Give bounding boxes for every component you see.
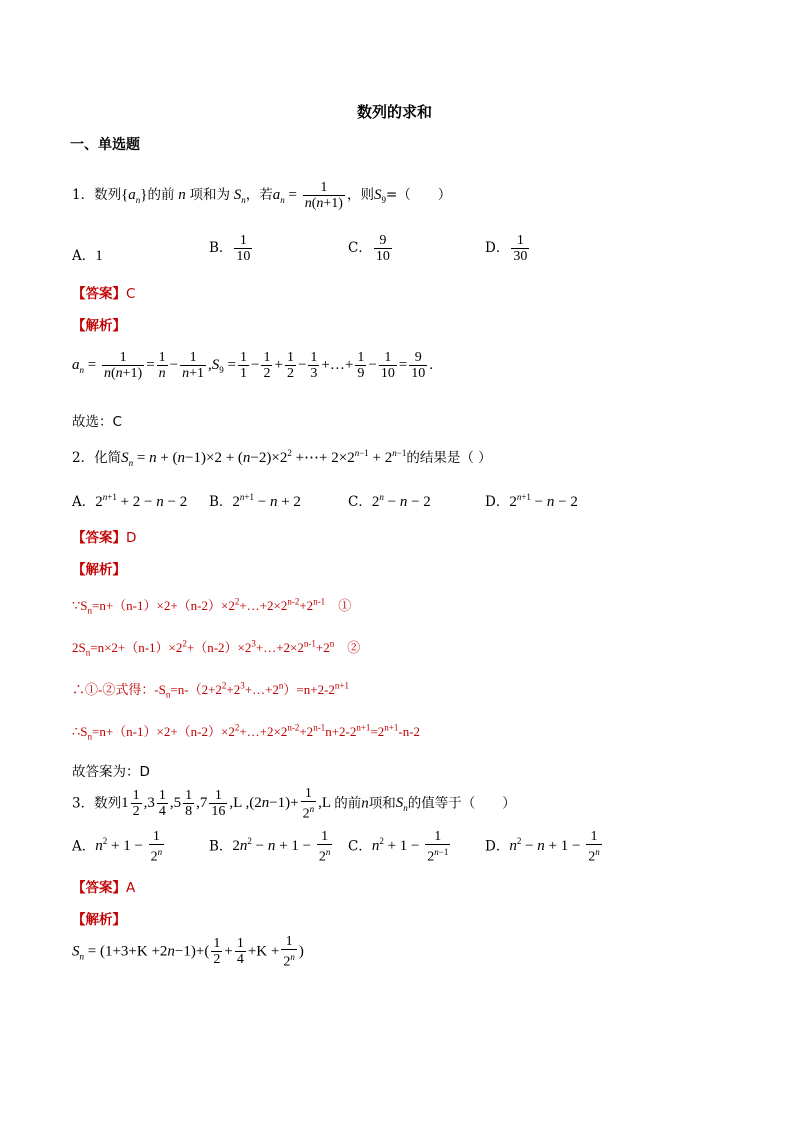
option-den: 10: [236, 249, 251, 264]
q2-stem-b: 的结果是（ ）: [406, 450, 492, 466]
q1-sn-expr: $S_n$: [233, 186, 246, 205]
option-value: $2^n - n - 2$: [371, 492, 431, 510]
q1-analysis-label: [72, 314, 126, 334]
option-label: B．: [209, 240, 233, 256]
q1-stem-a: 数列: [94, 186, 122, 203]
option-label: D．: [485, 838, 510, 855]
q2-sum-expr: $S_n = n + (n-1)\times 2 + (n-2)\times 2^2$ +⋯+ $2\times 2^{n-1} + 2^{n-1}$: [121, 448, 407, 468]
q1-stem-f: =（ ）: [385, 186, 452, 203]
q1-solution-formula: $a_n$ = $\frac{1}{n(n+1)}$ = $\frac{1}{n}$ − $\frac{1}{n+1}$ $,S_9$ = $\frac{1}{1}$ − $\frac{1}{2}$ + $\frac{1}{2}$ − $\frac{1}{3}$ +…+ $\frac{1}{9}$ − $\frac{1}{10}$ = $\frac{9}{10}$ .: [72, 350, 434, 381]
q1-seq-expr: $\{a_n\}$: [121, 186, 148, 205]
q3-stem-c: 项和: [368, 795, 396, 812]
q1-stem-b: 的前: [147, 186, 175, 203]
answer-value: A: [126, 880, 136, 896]
q2-option-d: [485, 490, 578, 511]
option-value: $2^{n+1} + 2 - n - 2$: [95, 492, 188, 510]
option-value: $n^2 - n + 1$ − $\frac{1}{2^n}$: [509, 829, 600, 865]
q2-answer: [72, 526, 136, 546]
q3-number: 3．: [72, 795, 95, 812]
q2-analysis-label: [72, 558, 126, 578]
option-label: D．: [485, 494, 510, 510]
q2-option-b: [209, 490, 301, 511]
q1-option-c: [348, 233, 394, 264]
answer-value: C: [126, 286, 136, 302]
q3-option-c: [348, 829, 452, 865]
q1-option-d: [485, 233, 531, 264]
q1-stem-d: ，若: [245, 186, 273, 203]
option-label: D．: [485, 240, 510, 256]
q1-s9-expr: $S_9$: [373, 186, 386, 205]
q3-stem: [72, 786, 516, 822]
option-num: 9: [379, 233, 387, 248]
option-value: $2n^2 - n + 1$ − $\frac{1}{2^n}$: [232, 829, 331, 865]
option-value: $n^2 + 1$ − $\frac{1}{2^{n-1}}$: [371, 829, 449, 865]
option-den: 10: [375, 249, 390, 264]
option-num: 1: [239, 233, 247, 248]
option-label: B．: [209, 494, 233, 510]
q3-option-b: [209, 829, 334, 865]
q2-step-2: $2S_n=n\times 2+(n-1)\times 2^2+(n-2)\times 2^3+\dots+2\times 2^{n-1}+2^n$ ②: [72, 638, 361, 658]
q3-analysis-label: [72, 908, 126, 928]
q3-stem-a: 数列: [94, 795, 122, 812]
q1-answer: [72, 282, 135, 302]
q2-step-3: ∴①-②式得：$-S_n=n-(2+2^2+2^3+\dots+2^n)=n+2-2^{n+1}$: [72, 680, 349, 700]
option-label: A．: [72, 248, 96, 264]
q1-option-a: [72, 244, 103, 265]
option-label: B．: [209, 838, 233, 855]
q1-n-var: n: [174, 186, 190, 203]
q1-an-formula: $a_n$ = $\frac{1}{n(n+1)}$: [272, 180, 343, 211]
q1-number: 1．: [72, 186, 95, 203]
q3-stem-b: 的前: [334, 795, 362, 812]
q3-sequence-expr: 1 $\frac{1}{2}$ ,3 $\frac{1}{4}$ ,5 $\frac{1}{8}$ ,7 $\frac{1}{16}$ ,L ,(2n−1)+ $\frac{1}{2^n}$ ,L: [121, 786, 335, 822]
q1-final: 故选：C: [72, 414, 122, 430]
q3-n-var: n: [361, 795, 369, 812]
answer-label: 【答案】: [72, 530, 126, 546]
option-label: A．: [72, 838, 96, 855]
page-title: 数列的求和: [357, 103, 433, 121]
option-value: $2^{n+1} - n + 2$: [232, 492, 301, 510]
option-value: 1: [95, 248, 103, 264]
step-mark: ①: [338, 598, 352, 613]
step-mark: ②: [347, 640, 361, 655]
q3-sn-expr: $S_n$: [395, 795, 408, 814]
option-value: $2^{n+1} - n - 2$: [509, 492, 578, 510]
option-label: C．: [348, 494, 372, 510]
q1-stem-c: 项和为: [189, 186, 230, 203]
q2-option-a: [72, 490, 187, 511]
section-heading: 一、单选题: [70, 137, 140, 153]
q3-stem-d: 的值等于（ ）: [407, 795, 516, 812]
q1-stem: [72, 180, 451, 211]
q2-number: 2．: [72, 450, 95, 466]
q2-step-4: $\therefore S_n=n+(n-1)\times 2+(n-2)\times 2^2+\dots+2\times 2^{n-2}+2^{n-1}n+2-2^{n+1}=2^{n+1}-n-2$: [72, 722, 421, 742]
q2-final: 故答案为：D: [72, 764, 150, 780]
q1-stem-e: ，则: [346, 186, 374, 203]
option-den: 30: [513, 249, 528, 264]
answer-label: 【答案】: [72, 286, 126, 302]
option-label: C．: [348, 240, 372, 256]
q3-option-a: [72, 829, 166, 865]
q1-option-b: [209, 233, 254, 264]
q2-option-c: [348, 490, 431, 511]
q2-step-1: $\because S_n=n+(n-1)\times 2+(n-2)\times 2^2+\dots+2\times 2^{n-2}+2^{n-1}$ ①: [72, 596, 352, 616]
answer-label: 【答案】: [72, 880, 126, 896]
q2-stem: [72, 446, 492, 468]
option-value: $n^2 + 1$ − $\frac{1}{2^n}$: [95, 829, 163, 865]
analysis-label: 【解析】: [72, 318, 126, 334]
answer-value: D: [126, 530, 137, 546]
option-label: A．: [72, 494, 96, 510]
analysis-label: 【解析】: [72, 562, 126, 578]
q3-option-d: [485, 829, 604, 865]
step-intro: ∴①-②式得：: [72, 682, 155, 697]
analysis-label: 【解析】: [72, 912, 126, 928]
option-num: 1: [516, 233, 524, 248]
option-label: C．: [348, 838, 372, 855]
q3-solution-formula: $S_n = (1+3+K +2n-1)+$( $\frac{1}{2}$ + $\frac{1}{4}$ +K + $\frac{1}{2^n}$ ): [72, 934, 304, 970]
q3-answer: [72, 876, 135, 896]
q2-stem-a: 化简: [94, 450, 122, 466]
